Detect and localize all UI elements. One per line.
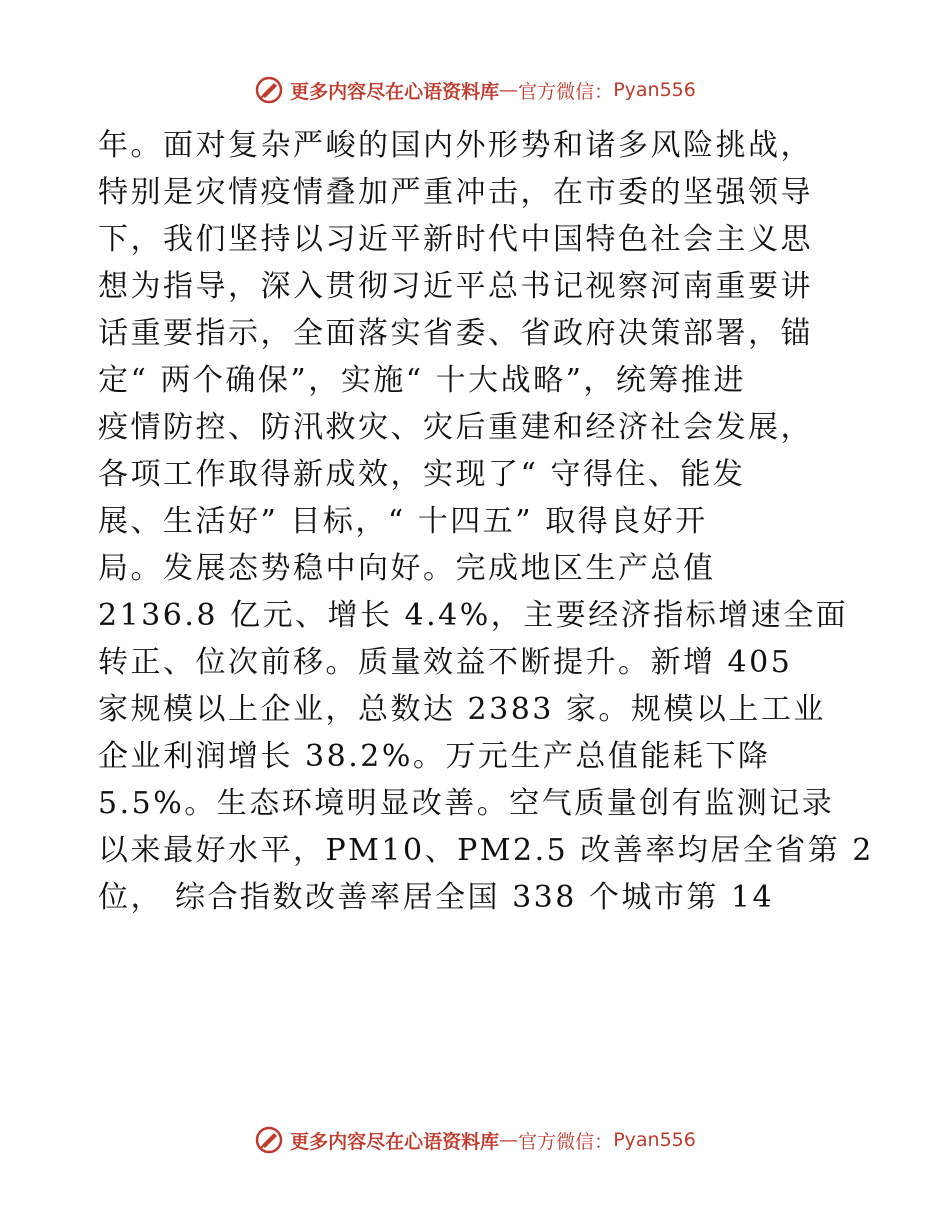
text-line: 展、生活好” 目标，“ 十四五” 取得良好开 bbox=[98, 504, 708, 539]
footer-banner bbox=[0, 1120, 950, 1160]
text-line: 想为指导，深入贯彻习近平总书记视察河南重要讲 bbox=[98, 269, 813, 304]
text-line: 位， 综合指数改善率居全国 338 个城市第 14 bbox=[98, 880, 775, 915]
footer-wechat-id: Pyan556 bbox=[613, 1129, 696, 1151]
text-line: 家规模以上企业，总数达 2383 家。规模以上工业 bbox=[98, 692, 826, 727]
text-line: 2136.8 亿元、增长 4.4%，主要经济指标增速全面 bbox=[98, 598, 849, 633]
logo-icon bbox=[254, 1125, 284, 1155]
footer-slogan: 更多内容尽在心语资料库 bbox=[290, 1130, 500, 1153]
header-slogan: 更多内容尽在心语资料库 bbox=[290, 80, 500, 103]
logo-icon bbox=[254, 75, 284, 105]
text-line: 定“ 两个确保”，实施“ 十大战略”，统筹推进 bbox=[98, 363, 746, 398]
text-line: 以来最好水平，PM10、PM2.5 改善率均居全省第 2 bbox=[98, 833, 874, 868]
footer-wechat-label: 官方微信： bbox=[518, 1130, 614, 1153]
text-line: 年。面对复杂严峻的国内外形势和诸多风险挑战， bbox=[98, 128, 813, 163]
text-line: 5.5%。生态环境明显改善。空气质量创有监测记录 bbox=[98, 786, 835, 821]
header-wechat-label: 官方微信： bbox=[518, 80, 614, 103]
text-line: 话重要指示，全面落实省委、省政府决策部署，锚 bbox=[98, 316, 813, 351]
text-line: 特别是灾情疫情叠加严重冲击，在市委的坚强领导 bbox=[98, 175, 813, 210]
body-text bbox=[98, 122, 874, 921]
header-separator: — bbox=[499, 79, 519, 101]
text-line: 各项工作取得新成效，实现了“ 守得住、能发 bbox=[98, 457, 746, 492]
text-line: 局。发展态势稳中向好。完成地区生产总值 bbox=[98, 551, 716, 586]
text-line: 下，我们坚持以习近平新时代中国特色社会主义思 bbox=[98, 222, 813, 257]
text-line: 疫情防控、防汛救灾、灾后重建和经济社会发展， bbox=[98, 410, 813, 445]
header-banner bbox=[0, 70, 950, 110]
footer-separator: — bbox=[499, 1129, 519, 1151]
text-line: 企业利润增长 38.2%。万元生产总值能耗下降 bbox=[98, 739, 771, 774]
header-wechat-id: Pyan556 bbox=[613, 79, 696, 101]
text-line: 转正、位次前移。质量效益不断提升。新增 405 bbox=[98, 645, 793, 680]
